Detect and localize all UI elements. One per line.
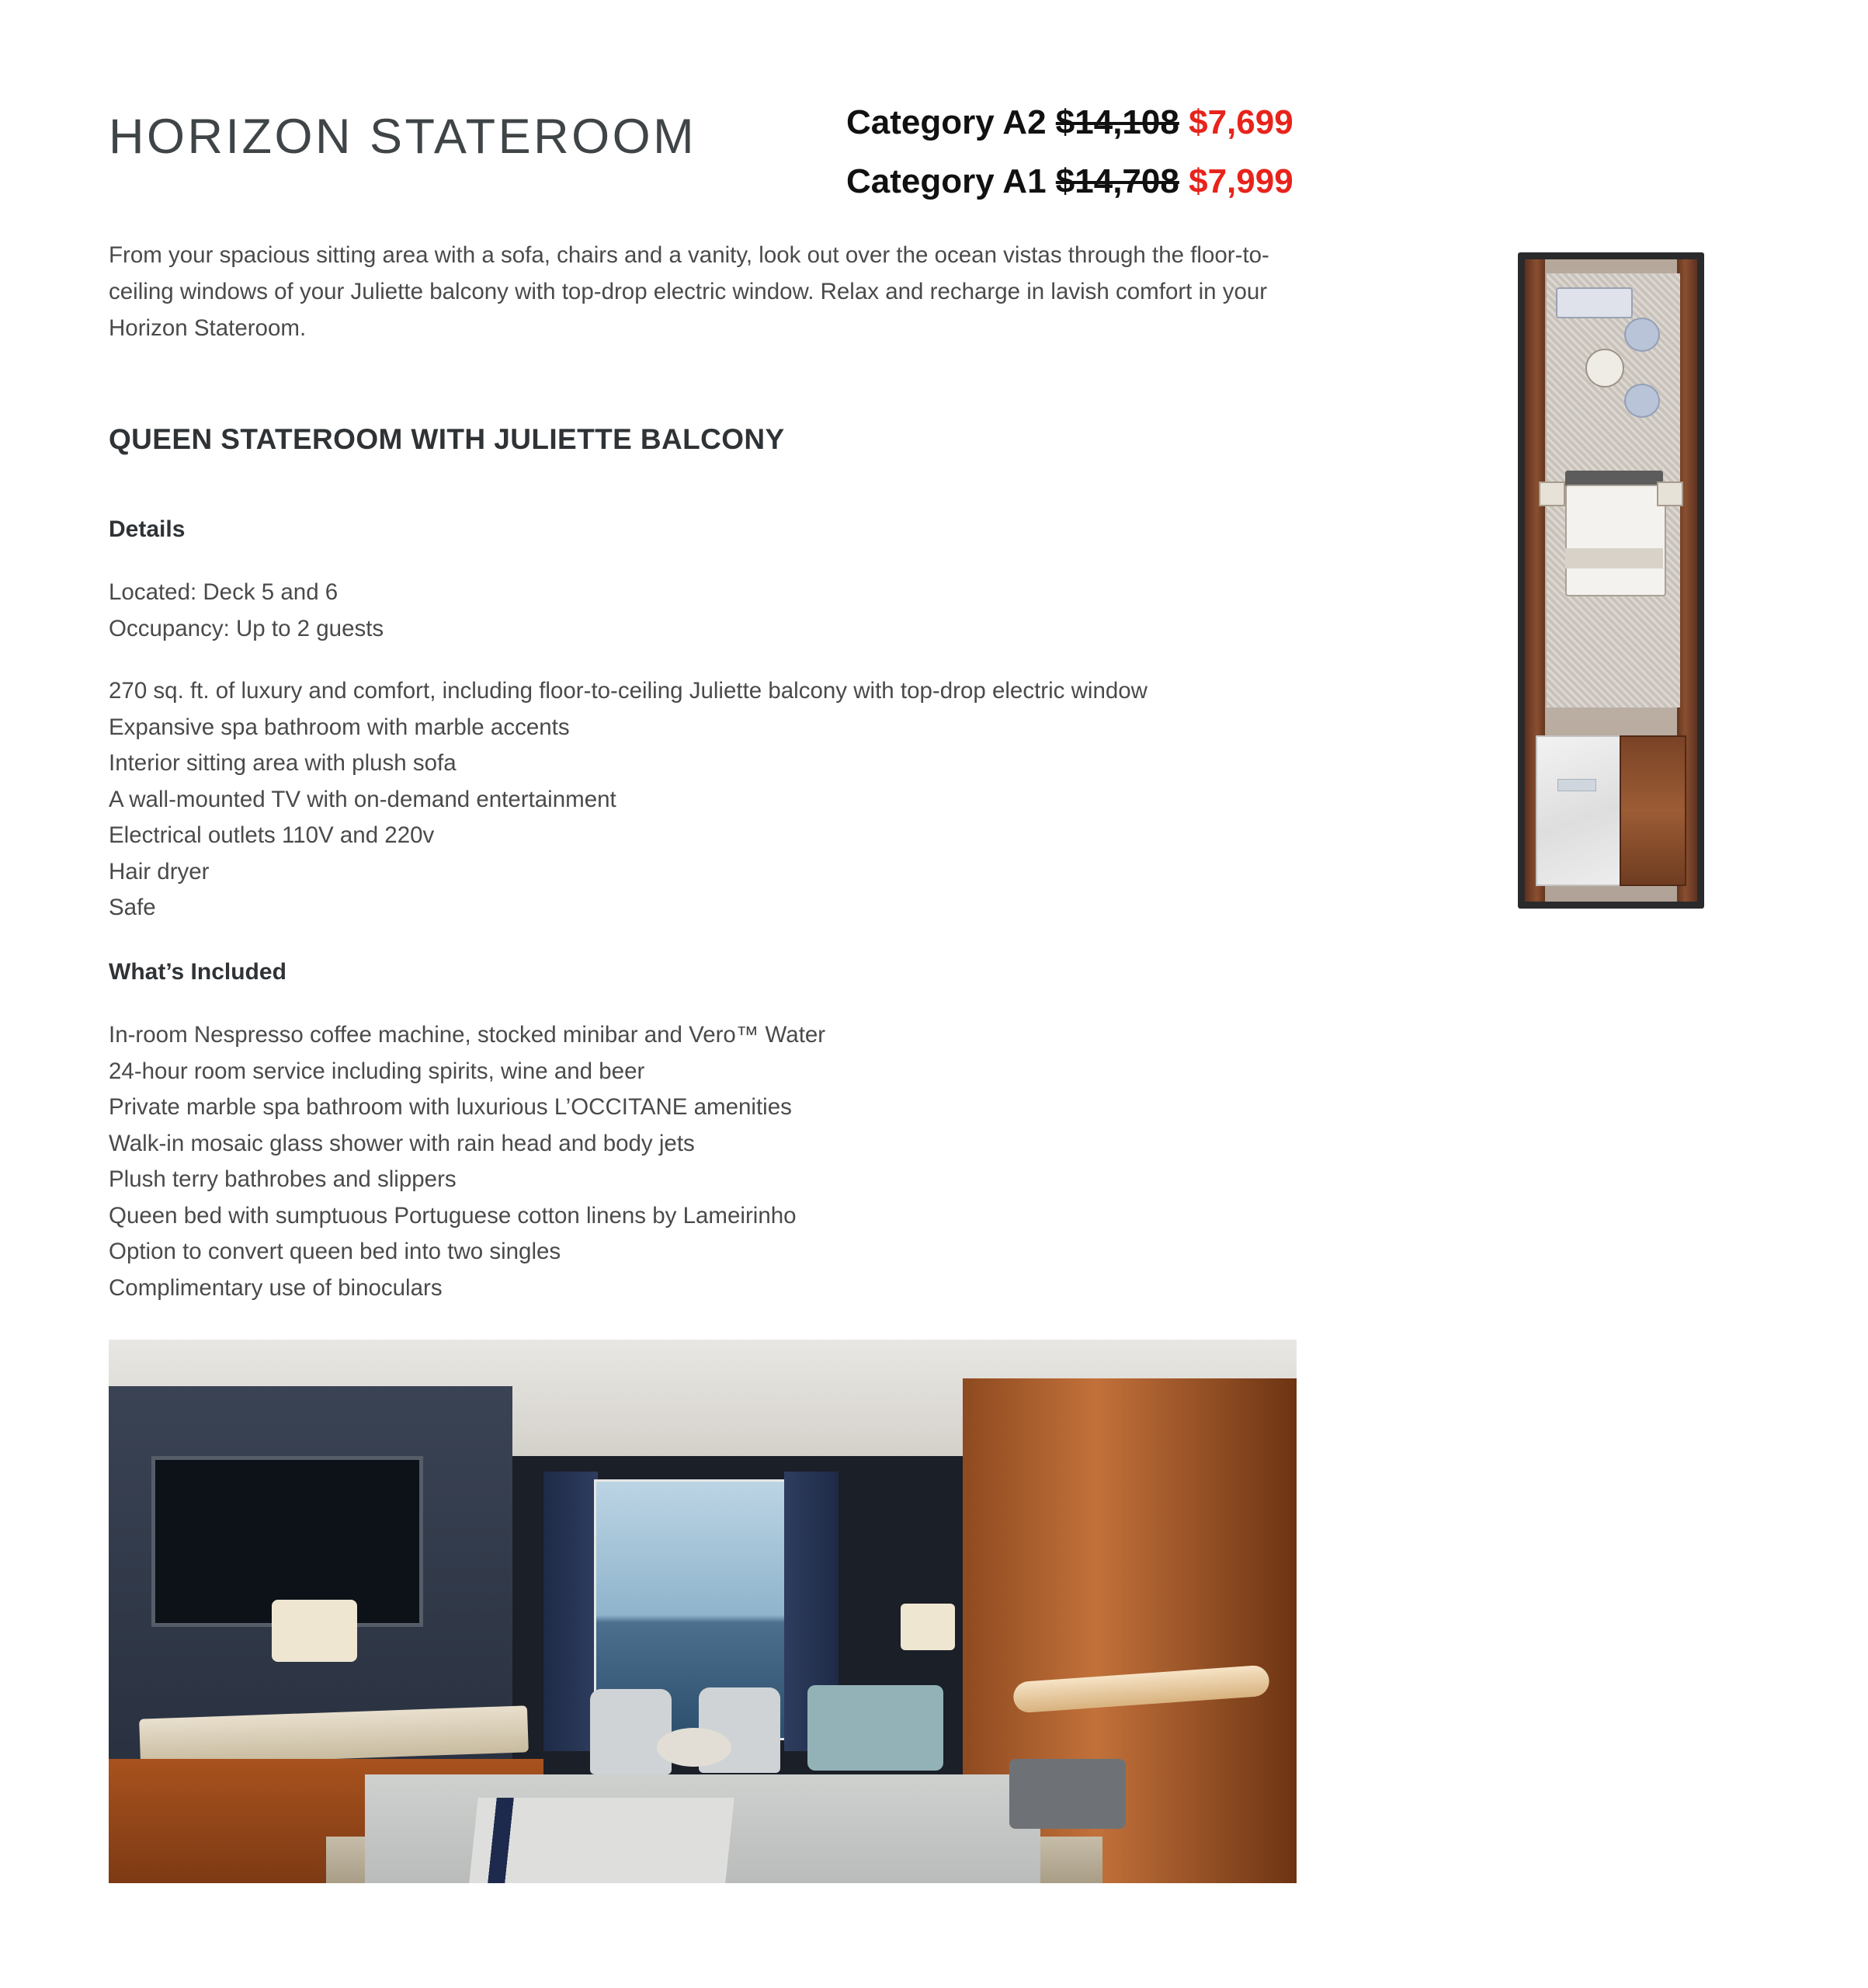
- list-item: A wall-mounted TV with on-demand entertainment: [109, 786, 616, 812]
- floor-plan-bed: [1565, 485, 1666, 596]
- details-heading: Details: [109, 516, 186, 542]
- floor-plan-headboard: [1565, 471, 1663, 486]
- floor-plan-image: [1518, 252, 1704, 909]
- list-item: Queen bed with sumptuous Portuguese cotton linens by Lameirinho: [109, 1202, 797, 1229]
- list-item: 24-hour room service including spirits, wine and beer: [109, 1058, 645, 1084]
- list-item: Private marble spa bathroom with luxurious L’OCCITANE amenities: [109, 1094, 792, 1120]
- floor-plan-chair-1: [1624, 318, 1660, 352]
- list-item: Walk-in mosaic glass shower with rain head and body jets: [109, 1130, 695, 1156]
- photo-pillow: [1009, 1759, 1126, 1829]
- floor-plan-bed-runner: [1565, 548, 1663, 568]
- floor-plan-nightstand-left: [1539, 481, 1565, 506]
- details-feature-list: [109, 673, 1148, 926]
- list-item: Electrical outlets 110V and 220v: [109, 822, 435, 848]
- photo-sofa: [807, 1685, 943, 1771]
- price-original-a2: $14,108: [1055, 103, 1179, 141]
- list-item: Hair dryer: [109, 858, 210, 885]
- floor-plan-nightstand-right: [1657, 481, 1683, 506]
- details-meta-list: [109, 575, 384, 647]
- price-sale-a2: $7,699: [1189, 103, 1293, 141]
- price-row-a1: [846, 152, 1700, 211]
- photo-side-table: [657, 1728, 731, 1767]
- list-item: 270 sq. ft. of luxury and comfort, including floor-to-ceiling Juliette balcony with top-drop electric window: [109, 678, 1148, 704]
- list-item: Option to convert queen bed into two singles: [109, 1239, 561, 1264]
- price-block: [846, 93, 1700, 211]
- intro-paragraph: From your spacious sitting area with a sofa, chairs and a vanity, look out over the ocean vistas through the floor-to-ceiling windows of your Juliette balcony with top-drop electric window. Relax and recharge in lavish comfort in your Horizon Stateroom.: [109, 242, 1269, 341]
- price-category-a2: Category A2: [846, 103, 1047, 141]
- section-subtitle: QUEEN STATEROOM WITH JULIETTE BALCONY: [109, 423, 785, 455]
- photo-chair-left: [590, 1689, 672, 1774]
- included-list: [109, 1017, 825, 1306]
- included-heading: What’s Included: [109, 959, 286, 985]
- list-item: Safe: [109, 895, 156, 920]
- list-item: Interior sitting area with plush sofa: [109, 750, 457, 776]
- price-sale-a1: $7,999: [1189, 162, 1293, 200]
- floor-plan-sofa: [1556, 287, 1633, 318]
- stateroom-photo: [109, 1340, 1297, 1883]
- photo-lamp-left: [272, 1600, 357, 1662]
- list-item: Plush terry bathrobes and slippers: [109, 1166, 457, 1192]
- floor-plan-closet: [1620, 735, 1686, 886]
- floor-plan-table: [1585, 349, 1624, 388]
- price-row-a2: [846, 93, 1700, 152]
- floor-plan-bathroom: [1536, 735, 1624, 886]
- price-category-a1: Category A1: [846, 162, 1047, 200]
- floor-plan-interior: [1525, 259, 1697, 902]
- page-title: HORIZON STATEROOM: [109, 109, 697, 164]
- list-item: In-room Nespresso coffee machine, stocked minibar and Vero™ Water: [109, 1022, 826, 1048]
- list-item: Located: Deck 5 and 6: [109, 579, 339, 605]
- photo-floor-lamp: [901, 1604, 955, 1650]
- list-item: Complimentary use of binoculars: [109, 1274, 443, 1301]
- document-header: [109, 93, 1755, 202]
- floor-plan-bath-fixture: [1557, 779, 1596, 791]
- list-item: Occupancy: Up to 2 guests: [109, 615, 384, 641]
- list-item: Expansive spa bathroom with marble accents: [109, 714, 570, 740]
- price-original-a1: $14,708: [1055, 162, 1179, 200]
- photo-bed-runner: [469, 1798, 734, 1883]
- floor-plan-chair-2: [1624, 384, 1660, 418]
